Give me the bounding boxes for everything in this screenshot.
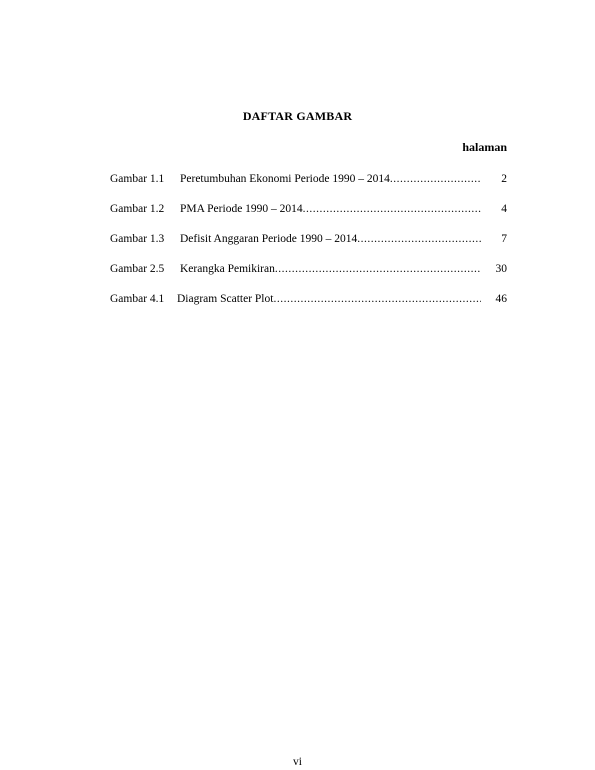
- figure-page-number: 2: [501, 173, 507, 185]
- figure-label: Gambar 1.1: [110, 173, 165, 185]
- figure-label: Gambar 1.2: [110, 203, 165, 215]
- figure-title: Diagram Scatter Plot: [177, 293, 274, 305]
- figure-title: Kerangka Pemikiran: [180, 263, 275, 275]
- figure-list-item: [110, 293, 507, 323]
- dot-leader: [275, 263, 481, 275]
- figure-label: Gambar 2.5: [110, 263, 165, 275]
- figure-title: PMA Periode 1990 – 2014: [180, 203, 303, 215]
- figure-label: Gambar 1.3: [110, 233, 165, 245]
- figure-page-number: 7: [501, 233, 507, 245]
- dot-leader: [273, 293, 481, 305]
- figure-label: Gambar 4.1: [110, 293, 165, 305]
- figure-list-item: [110, 203, 507, 233]
- figure-list-item: [110, 233, 507, 263]
- figure-page-number: 30: [495, 263, 507, 275]
- page-number: vi: [293, 756, 302, 768]
- figure-title: Peretumbuhan Ekonomi Periode 1990 – 2014: [180, 173, 390, 185]
- dot-leader: [357, 233, 481, 245]
- figure-page-number: 4: [501, 203, 507, 215]
- figure-list-item: [110, 263, 507, 293]
- dot-leader: [303, 203, 481, 215]
- page-title: DAFTAR GAMBAR: [242, 109, 353, 123]
- figure-page-number: 46: [495, 293, 507, 305]
- figure-list: [110, 173, 507, 323]
- page-column-header: halaman: [462, 140, 507, 154]
- figure-title: Defisit Anggaran Periode 1990 – 2014: [180, 233, 358, 245]
- dot-leader: [390, 173, 481, 185]
- figure-list-item: [110, 173, 507, 203]
